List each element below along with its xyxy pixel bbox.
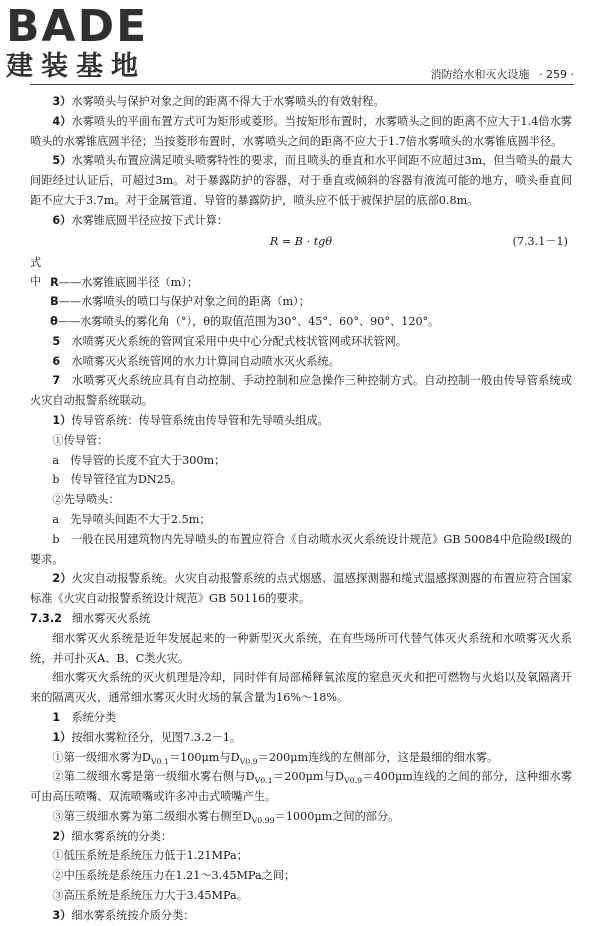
paragraph-text: 细水雾系统的分类： (71, 829, 173, 843)
grade-text: ＝100μm与D (168, 750, 240, 764)
section-title: 细水雾灭火系统 (71, 611, 151, 625)
grade-text: ②第二级细水雾是第一级细水雾右侧与D (52, 770, 255, 784)
subhead-pilot-head: ②先导喷头： (52, 493, 120, 507)
clause-6 (30, 352, 572, 372)
paragraph-3 (30, 92, 572, 112)
paragraph-text: 水雾喷头布置应满足喷头喷雾特性的要求，而且喷头的垂直和水平间距不应超过3m，但当喷头的最大间距经过认证后，可超过3m。对于暴露防护的容器，对于垂直或倾斜的容器有液流可能的地方，喷头垂直间距不应大于3.7m。对于金属管道、导管的暴露防护，喷头应不低于被保护层的底部0.8m。 (30, 154, 572, 207)
grade-text: ＝200μm与D (272, 770, 344, 784)
paragraph-5 (30, 151, 572, 210)
definition-theta (30, 312, 572, 332)
definition-lead: 式中 (30, 255, 42, 289)
grade-text: ③第三级细水雾为第二级细水雾右侧至D (52, 809, 252, 823)
paragraph-text: 传导管系统：传导管系统由传导管和先导喷头组成。 (71, 413, 329, 427)
definition-text: ——水雾喷头的喷口与保护对象之间的距离（m）； (58, 295, 310, 309)
item-number: 3） (52, 908, 72, 922)
subhead-conduit: ①传导管： (52, 433, 109, 447)
classification-heading (30, 708, 572, 728)
subscript: V0.9 (239, 756, 258, 766)
item-number: 4） (52, 114, 72, 128)
item-number: 5） (52, 154, 72, 168)
definition-R (30, 253, 572, 293)
grade-3 (30, 807, 572, 827)
clause-number: 7 (52, 374, 61, 388)
item-number: 6） (52, 213, 72, 227)
grade-text: ＝1000μm之间的部分。 (274, 809, 400, 823)
definition-symbol: θ (50, 314, 58, 328)
control-1 (30, 411, 572, 431)
conduit-item-b: b 传导管径宜为DN25。 (52, 473, 183, 487)
grade-2 (30, 767, 572, 807)
chapter-title: 消防给水和灭火设施 (430, 68, 530, 81)
grade-1 (30, 748, 572, 768)
clause-text: 水喷雾灭火系统的管网宜采用中央中心分配式枝状管网或环状管网。 (71, 334, 408, 348)
pilot-item-b: b 一般在民用建筑物内先导喷头的布置应符合《自动喷水灭火系统设计规范》GB 50084中危险级Ⅰ级的要求。 (30, 532, 572, 566)
section-heading (30, 609, 572, 629)
item-number: 2） (52, 829, 72, 843)
page-body (30, 92, 572, 926)
item-number: 3） (52, 95, 72, 108)
paragraph-text: 水雾锥底圆半径应按下式计算： (71, 213, 229, 227)
formula-number: (7.3.1－1) (512, 234, 568, 248)
pressure-high: ③高压系统是系统压力大于3.45MPa。 (52, 889, 248, 903)
clause-text: 水喷雾灭火系统管网的水力计算同自动喷水灭火系统。 (71, 354, 340, 368)
pressure-low: ①低压系统是系统压力低于1.21MPa； (52, 849, 248, 863)
section-number: 7.3.2 (30, 611, 62, 625)
subscript: V0.1 (150, 756, 169, 766)
pressure-medium: ②中压系统是系统压力在1.21～3.45MPa之间； (52, 869, 296, 883)
grade-text: ＝200μm连线的左侧部分，这是最细的细水雾。 (257, 750, 499, 764)
definition-B (30, 292, 572, 312)
grade-text: ＝400μm连线的之间的部分，这种细水雾可由高压喷嘴、双流喷嘴或许多冲击式喷嘴产生。 (30, 770, 573, 804)
clause-5 (30, 332, 572, 352)
pilot-item-a: a 先导喷头间距不大于2.5m； (52, 512, 211, 526)
item-number: 1） (52, 730, 72, 744)
running-header (431, 66, 574, 82)
grade-text: ①第一级细水雾为D (52, 750, 151, 764)
clause-number: 1 (52, 710, 61, 724)
paragraph-text: 按细水雾粒径分，见图7.3.2－1。 (71, 730, 242, 744)
classification-1 (30, 728, 572, 748)
clause-text: 系统分类 (71, 710, 117, 724)
logo-cjk-text: 建装基地 (6, 51, 146, 82)
paragraph-text: 细水雾系统按介质分类： (71, 908, 195, 922)
definition-text: ——水雾喷头的雾化角（°），θ的取值范围为30°、45°、60°、90°、120°。 (57, 314, 440, 328)
definition-symbol: B (50, 295, 59, 309)
page-number: · 259 · (539, 68, 574, 81)
paragraph-text: 火灾自动报警系统。火灾自动报警系统的点式烟感、温感探测器和缆式温感探测器的布置应符合国家标准《火灾自动报警系统设计规范》GB 50116的要求。 (30, 572, 572, 606)
formula (30, 231, 572, 253)
classification-2 (30, 827, 572, 847)
logo-latin-text: BADE (6, 1, 149, 52)
clause-text: 水喷雾灭火系统应具有自动控制、手动控制和应急操作三种控制方式。自动控制一般由传导管系统或火灾自动报警系统联动。 (30, 374, 572, 408)
definition-symbol: R (50, 275, 59, 289)
clause-7 (30, 371, 572, 411)
paragraph-text: 水雾喷头与保护对象之间的距离不得大于水雾喷头的有效射程。 (71, 95, 385, 108)
paragraph-6 (30, 211, 572, 231)
control-2 (30, 569, 572, 609)
subscript: V0.9 (344, 776, 363, 786)
conduit-item-a: a 传导管的长度不宜大于300m； (52, 453, 226, 467)
header-rule (30, 84, 574, 85)
clause-number: 6 (52, 354, 61, 368)
subscript: V0.1 (254, 776, 273, 786)
subscript: V0.99 (251, 816, 275, 826)
section-mechanism: 细水雾灭火系统的灭火机理是冷却，同时伴有局部稀释氧浓度的窒息灭火和把可燃物与火焰以及氧隔离开来的隔离灭火，通常细水雾灭火时火场的氧含量为16%～18%。 (30, 671, 572, 705)
definition-text: ——水雾锥底圆半径（m）； (58, 275, 199, 289)
item-number: 2） (52, 572, 72, 586)
section-intro: 细水雾灭火系统是近年发展起来的一种新型灭火系统，在有些场所可代替气体灭火系统和水喷雾灭火系统，并可扑灭A、B、C类火灾。 (30, 631, 572, 665)
paragraph-text: 水雾喷头的平面布置方式可为矩形或菱形。当按矩形布置时，水雾喷头之间的距离不应大于1.4倍水雾喷头的水雾锥底圆半径；当按菱形布置时，水雾喷头之间的距离不应大于1.7倍水雾喷头的水雾锥底圆半径。 (30, 114, 572, 148)
paragraph-4 (30, 112, 572, 152)
classification-3 (30, 906, 572, 926)
clause-number: 5 (52, 334, 61, 348)
site-logo (6, 1, 149, 82)
item-number: 1） (52, 413, 72, 427)
formula-expression: R = B · tgθ (269, 234, 333, 248)
